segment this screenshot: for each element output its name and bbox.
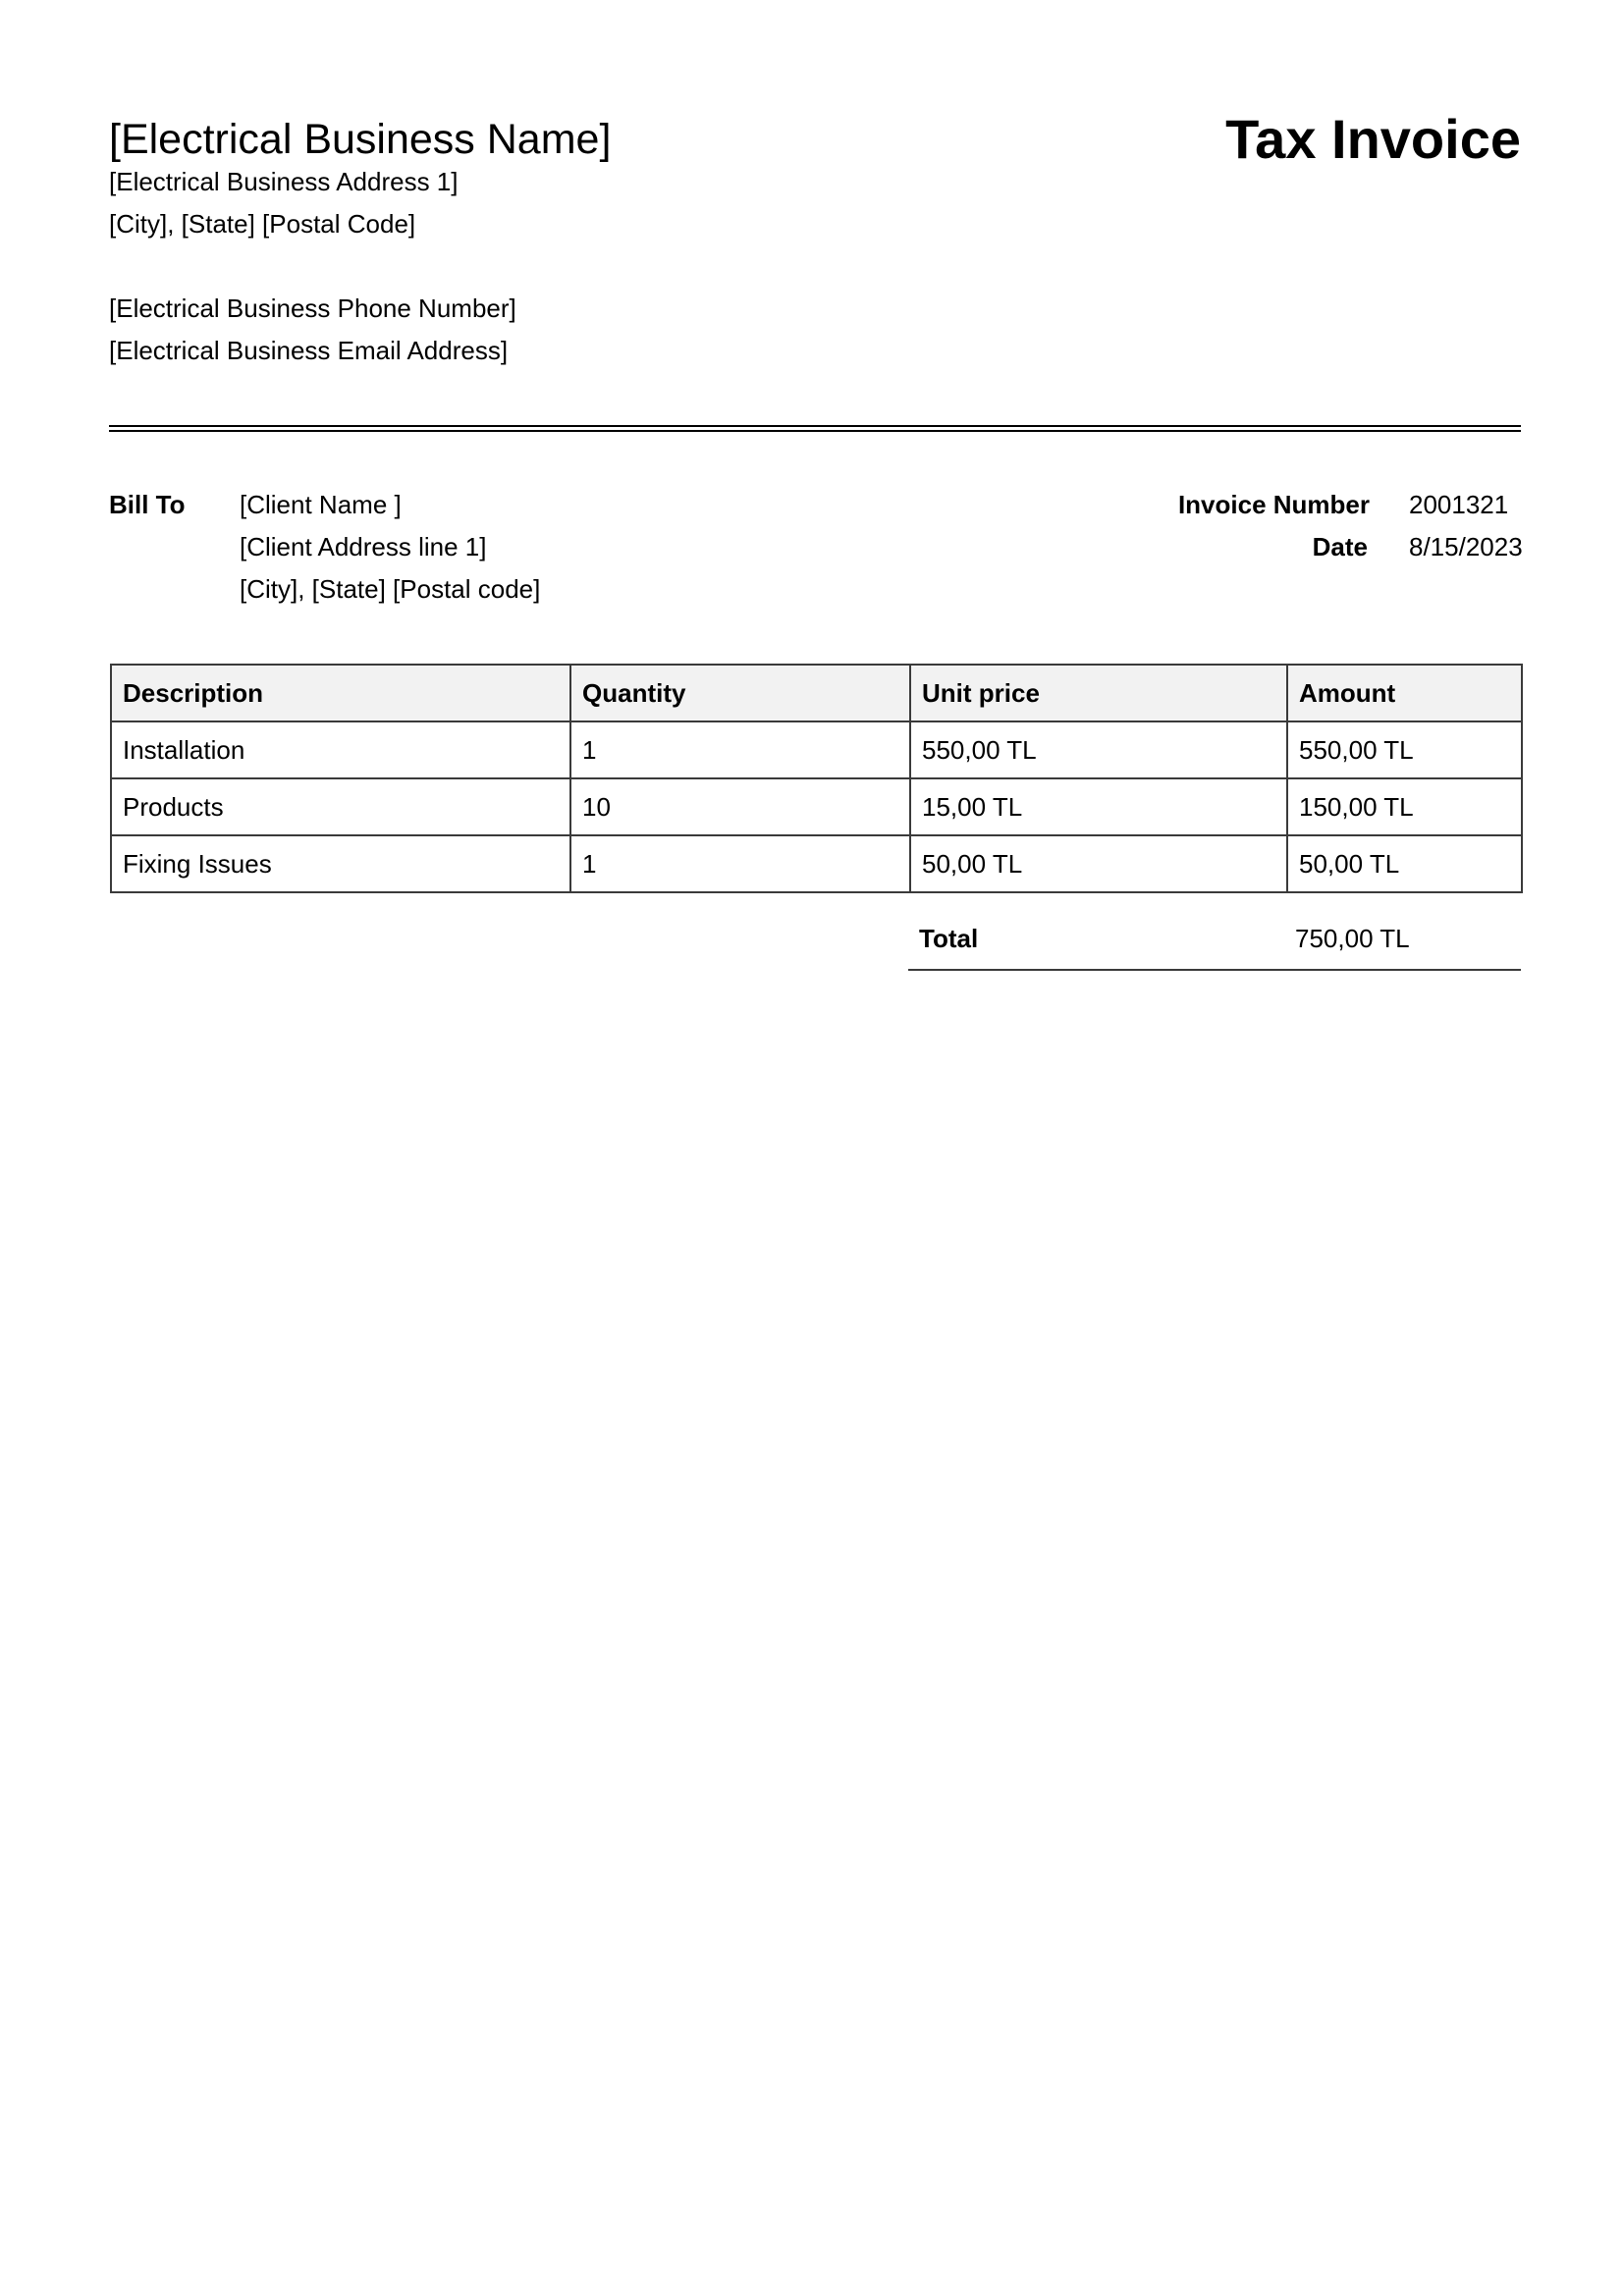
table-header-row (111, 665, 1522, 721)
cell-unit-price: 15,00 TL (910, 778, 1287, 835)
line-items-table (110, 664, 1523, 893)
column-header-description: Description (111, 665, 570, 721)
table-row (111, 721, 1522, 778)
business-phone: [Electrical Business Phone Number] (109, 294, 516, 323)
total-label: Total (919, 924, 979, 953)
invoice-number-value: 2001321 (1409, 490, 1509, 519)
cell-quantity: 1 (570, 721, 910, 778)
invoice-number-label: Invoice Number (1177, 490, 1370, 519)
cell-quantity: 10 (570, 778, 910, 835)
bill-to-label: Bill To (109, 490, 186, 519)
cell-quantity: 1 (570, 835, 910, 892)
cell-unit-price: 550,00 TL (910, 721, 1287, 778)
document-title: Tax Invoice (1225, 108, 1521, 170)
client-name: [Client Name ] (240, 490, 402, 519)
cell-amount: 550,00 TL (1287, 721, 1522, 778)
client-address-line1: [Client Address line 1] (240, 532, 487, 561)
invoice-date-value: 8/15/2023 (1409, 532, 1523, 561)
business-city-state-postal: [City], [State] [Postal Code] (109, 209, 416, 239)
column-header-amount: Amount (1287, 665, 1522, 721)
total-underline (908, 969, 1521, 971)
business-address-line1: [Electrical Business Address 1] (109, 167, 459, 196)
client-city-state-postal: [City], [State] [Postal code] (240, 574, 541, 604)
table-row (111, 778, 1522, 835)
cell-description: Installation (111, 721, 570, 778)
table-row (111, 835, 1522, 892)
cell-description: Products (111, 778, 570, 835)
business-name: [Electrical Business Name] (109, 116, 612, 163)
header-divider-bottom (109, 430, 1521, 432)
cell-amount: 50,00 TL (1287, 835, 1522, 892)
business-email: [Electrical Business Email Address] (109, 336, 509, 365)
cell-amount: 150,00 TL (1287, 778, 1522, 835)
invoice-date-label: Date (1312, 532, 1368, 561)
cell-description: Fixing Issues (111, 835, 570, 892)
total-value: 750,00 TL (1295, 924, 1410, 953)
cell-unit-price: 50,00 TL (910, 835, 1287, 892)
header-divider-top (109, 425, 1521, 427)
column-header-unit-price: Unit price (910, 665, 1287, 721)
column-header-quantity: Quantity (570, 665, 910, 721)
